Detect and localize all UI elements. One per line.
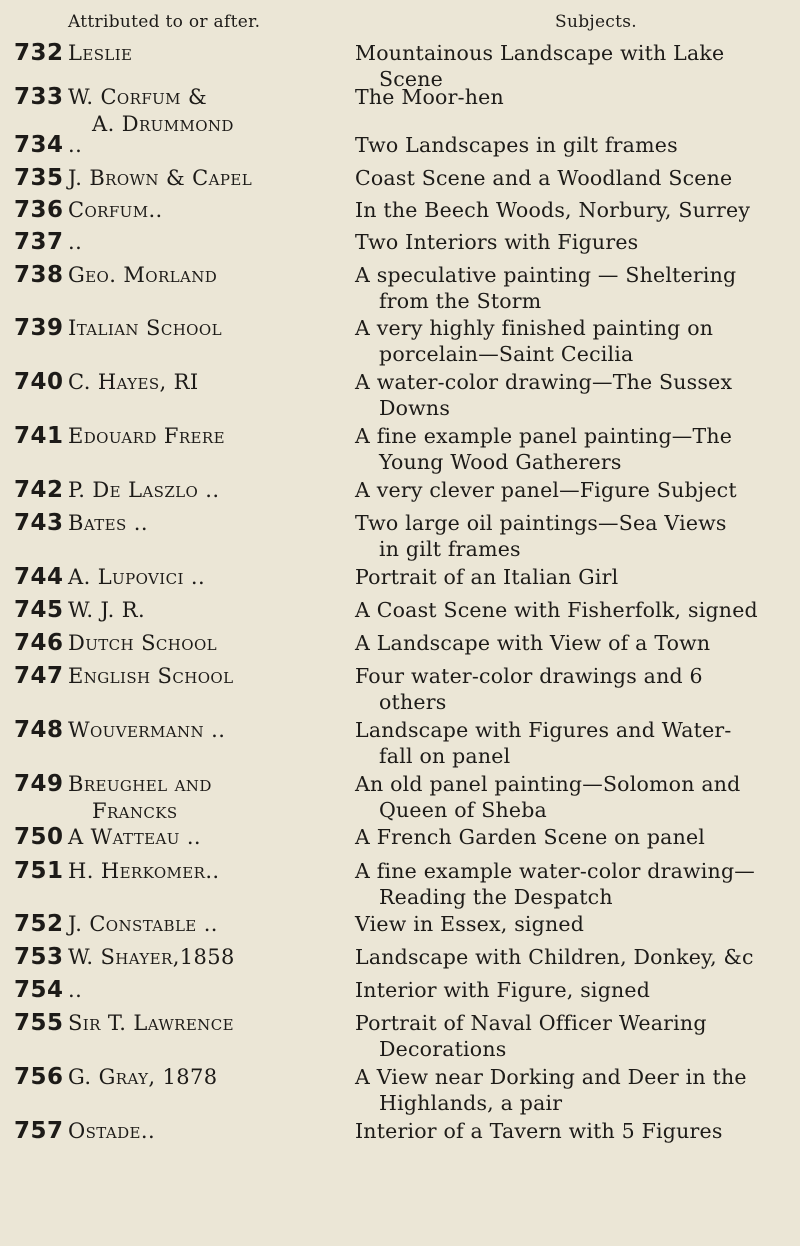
lot-artist-line: English School bbox=[68, 664, 234, 688]
lot-subject bbox=[355, 477, 785, 503]
lot-number: 757 bbox=[14, 1118, 64, 1144]
lot-artist-line: G. Gray, 1878 bbox=[68, 1065, 218, 1089]
lot-number: 734 bbox=[14, 132, 64, 158]
lot-artist bbox=[68, 262, 338, 289]
lot-subject-line: A fine example water-color drawing— bbox=[355, 859, 755, 883]
lot-subject-line: In the Beech Woods, Norbury, Surrey bbox=[355, 198, 751, 222]
lot-subject-line: Mountainous Landscape with Lake bbox=[355, 41, 725, 65]
lot-artist bbox=[68, 663, 338, 690]
lot-artist-line: Sir T. Lawrence bbox=[68, 1011, 234, 1035]
lot-artist-line: Dutch School bbox=[68, 631, 218, 655]
lot-subject bbox=[355, 423, 785, 475]
lot-number: 735 bbox=[14, 165, 64, 191]
lot-artist bbox=[68, 1118, 338, 1145]
lot-artist-line: C. Hayes, RI bbox=[68, 370, 199, 394]
lot-number: 754 bbox=[14, 977, 64, 1003]
lot-number: 738 bbox=[14, 262, 64, 288]
lot-artist-line-2: Francks bbox=[92, 799, 178, 823]
lot-subject-line: A French Garden Scene on panel bbox=[355, 825, 706, 849]
lot-artist bbox=[68, 771, 338, 825]
lot-artist-line: H. Herkomer.. bbox=[68, 859, 220, 883]
lot-artist-line: .. bbox=[68, 978, 83, 1002]
lot-number: 756 bbox=[14, 1064, 64, 1090]
lot-subject-line: A very clever panel—Figure Subject bbox=[355, 478, 737, 502]
lot-artist bbox=[68, 597, 338, 624]
lot-subject-line-2: Scene bbox=[379, 67, 443, 91]
lot-artist-line: .. bbox=[68, 133, 83, 157]
lot-subject bbox=[355, 229, 785, 255]
lot-subject-line-2: in gilt frames bbox=[379, 537, 521, 561]
lot-subject bbox=[355, 717, 785, 769]
lot-artist-line: Ostade.. bbox=[68, 1119, 156, 1143]
lot-subject bbox=[355, 262, 785, 314]
lot-subject-line-2: Reading the Despatch bbox=[379, 885, 613, 909]
lot-subject-line-2: from the Storm bbox=[379, 289, 542, 313]
lot-subject-line: A speculative painting — Sheltering bbox=[355, 263, 737, 287]
lot-number: 733 bbox=[14, 84, 64, 110]
lot-subject-line: A fine example panel painting—The bbox=[355, 424, 733, 448]
lot-subject-line-2: Highlands, a pair bbox=[379, 1091, 563, 1115]
lot-subject-line-2: others bbox=[379, 690, 447, 714]
lot-subject-line: Two large oil paintings—Sea Views bbox=[355, 511, 727, 535]
lot-artist-line: Leslie bbox=[68, 41, 133, 65]
lot-artist bbox=[68, 40, 338, 67]
lot-number: 742 bbox=[14, 477, 64, 503]
lot-artist bbox=[68, 1064, 338, 1091]
lot-subject bbox=[355, 564, 785, 590]
lot-number: 739 bbox=[14, 315, 64, 341]
lot-subject bbox=[355, 1064, 785, 1116]
lot-number: 741 bbox=[14, 423, 64, 449]
lot-subject-line: Landscape with Figures and Water- bbox=[355, 718, 732, 742]
lot-number: 750 bbox=[14, 824, 64, 850]
lot-subject bbox=[355, 1118, 785, 1144]
lot-subject-line: A very highly finished painting on bbox=[355, 316, 714, 340]
lot-subject-line: Landscape with Children, Donkey, &c bbox=[355, 945, 754, 969]
lot-artist bbox=[68, 197, 338, 224]
lot-number: 736 bbox=[14, 197, 64, 223]
lot-artist-line-2: A. Drummond bbox=[92, 112, 234, 136]
lot-subject bbox=[355, 315, 785, 367]
lot-subject bbox=[355, 597, 785, 623]
lot-subject bbox=[355, 165, 785, 191]
lot-subject bbox=[355, 132, 785, 158]
lot-subject-line: View in Essex, signed bbox=[355, 912, 585, 936]
lot-artist bbox=[68, 824, 338, 851]
lot-subject-line: Coast Scene and a Woodland Scene bbox=[355, 166, 733, 190]
lot-number: 752 bbox=[14, 911, 64, 937]
lot-subject-line: Two Landscapes in gilt frames bbox=[355, 133, 678, 157]
lot-subject-line: An old panel painting—Solomon and bbox=[355, 772, 741, 796]
lot-number: 746 bbox=[14, 630, 64, 656]
lot-artist-line: W. Shayer,1858 bbox=[68, 945, 235, 969]
lot-artist bbox=[68, 911, 338, 938]
lot-artist bbox=[68, 564, 338, 591]
lot-artist bbox=[68, 477, 338, 504]
lot-artist bbox=[68, 423, 338, 450]
lot-artist-line: J. Constable .. bbox=[68, 912, 218, 936]
lot-subject bbox=[355, 858, 785, 910]
lot-subject-line-2: porcelain—Saint Cecilia bbox=[379, 342, 634, 366]
lot-artist-line: A Watteau .. bbox=[68, 825, 201, 849]
lot-subject-line: Four water-color drawings and 6 bbox=[355, 664, 703, 688]
lot-subject-line: Interior of a Tavern with 5 Figures bbox=[355, 1119, 723, 1143]
lot-subject bbox=[355, 84, 785, 110]
lot-artist-line: Edouard Frere bbox=[68, 424, 225, 448]
lot-number: 748 bbox=[14, 717, 64, 743]
lot-number: 740 bbox=[14, 369, 64, 395]
lot-artist bbox=[68, 717, 338, 744]
lot-number: 753 bbox=[14, 944, 64, 970]
lot-subject bbox=[355, 1010, 785, 1062]
lot-subject bbox=[355, 663, 785, 715]
lot-artist bbox=[68, 510, 338, 537]
header-attributed: Attributed to or after. bbox=[68, 12, 261, 32]
lot-artist-line: Italian School bbox=[68, 316, 222, 340]
lot-subject bbox=[355, 197, 785, 223]
lot-artist bbox=[68, 944, 338, 971]
lot-subject-line: Interior with Figure, signed bbox=[355, 978, 651, 1002]
lot-artist bbox=[68, 1010, 338, 1037]
lot-subject bbox=[355, 369, 785, 421]
lot-subject-line: A Landscape with View of a Town bbox=[355, 631, 711, 655]
lot-artist bbox=[68, 165, 338, 192]
lot-number: 747 bbox=[14, 663, 64, 689]
lot-artist-line: Geo. Morland bbox=[68, 263, 218, 287]
lot-number: 751 bbox=[14, 858, 64, 884]
lot-subject bbox=[355, 911, 785, 937]
lot-subject-line-2: Young Wood Gatherers bbox=[379, 450, 622, 474]
lot-artist-line: W. Corfum & bbox=[68, 85, 208, 109]
lot-number: 745 bbox=[14, 597, 64, 623]
lot-number: 744 bbox=[14, 564, 64, 590]
lot-subject bbox=[355, 510, 785, 562]
lot-artist bbox=[68, 315, 338, 342]
lot-subject bbox=[355, 824, 785, 850]
lot-subject bbox=[355, 977, 785, 1003]
lot-subject-line: A water-color drawing—The Sussex bbox=[355, 370, 733, 394]
lot-subject-line: A View near Dorking and Deer in the bbox=[355, 1065, 747, 1089]
lot-artist bbox=[68, 84, 338, 138]
lot-artist bbox=[68, 132, 338, 159]
lot-number: 732 bbox=[14, 40, 64, 66]
lot-subject bbox=[355, 771, 785, 823]
lot-artist bbox=[68, 858, 338, 885]
lot-subject-line-2: Decorations bbox=[379, 1037, 507, 1061]
lot-artist bbox=[68, 229, 338, 256]
lot-subject-line-2: fall on panel bbox=[379, 744, 511, 768]
lot-artist-line: A. Lupovici .. bbox=[68, 565, 206, 589]
lot-subject-line: The Moor-hen bbox=[355, 85, 504, 109]
lot-artist-line: .. bbox=[68, 230, 83, 254]
lot-artist-line: Corfum.. bbox=[68, 198, 163, 222]
header-subjects: Subjects. bbox=[555, 12, 637, 32]
lot-artist bbox=[68, 630, 338, 657]
lot-artist-line: W. J. R. bbox=[68, 598, 146, 622]
lot-subject-line: Portrait of Naval Officer Wearing bbox=[355, 1011, 707, 1035]
lot-artist bbox=[68, 369, 338, 396]
lot-artist-line: Breughel and bbox=[68, 772, 212, 796]
lot-artist-line: Bates .. bbox=[68, 511, 148, 535]
lot-artist-line: Wouvermann .. bbox=[68, 718, 226, 742]
lot-subject bbox=[355, 630, 785, 656]
lot-artist-line: P. De Laszlo .. bbox=[68, 478, 220, 502]
lot-subject bbox=[355, 944, 785, 970]
lot-subject-line: Two Interiors with Figures bbox=[355, 230, 639, 254]
lot-number: 755 bbox=[14, 1010, 64, 1036]
lot-number: 737 bbox=[14, 229, 64, 255]
lot-number: 743 bbox=[14, 510, 64, 536]
lot-artist bbox=[68, 977, 338, 1004]
lot-subject-line-2: Downs bbox=[379, 396, 451, 420]
lot-subject-line: Portrait of an Italian Girl bbox=[355, 565, 619, 589]
lot-subject-line: A Coast Scene with Fisherfolk, signed bbox=[355, 598, 758, 622]
lot-subject-line-2: Queen of Sheba bbox=[379, 798, 547, 822]
lot-artist-line: J. Brown & Capel bbox=[68, 166, 253, 190]
lot-number: 749 bbox=[14, 771, 64, 797]
